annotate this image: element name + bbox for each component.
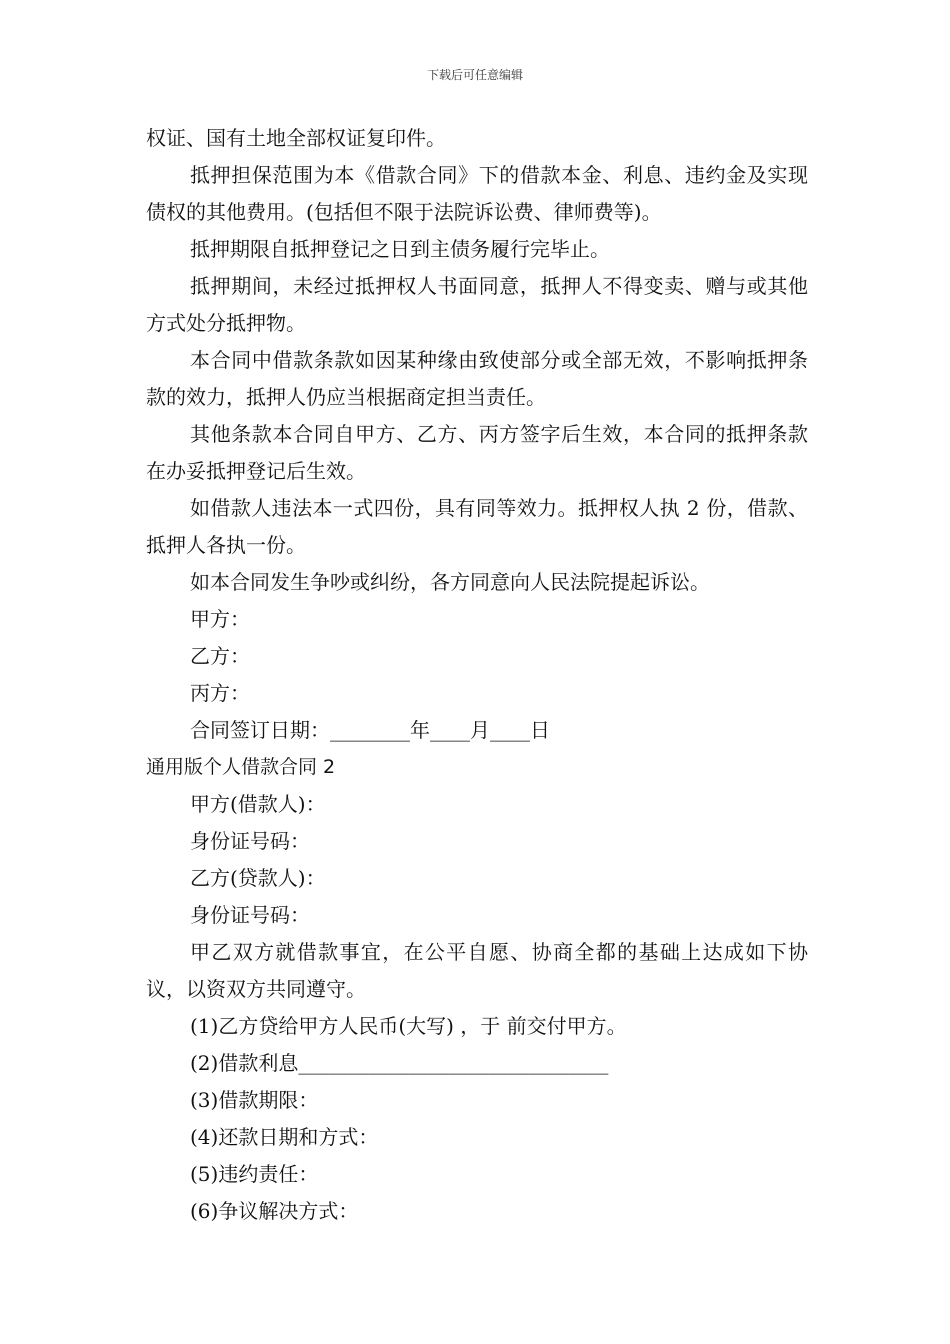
paragraph: 如借款人违法本一式四份，具有同等效力。抵押权人执 2 份，借款、抵押人各执一份。 — [146, 496, 808, 557]
paragraph: 权证、国有土地全部权证复印件。 — [146, 126, 446, 150]
paragraph: 其他条款本合同自甲方、乙方、丙方签字后生效，本合同的抵押条款在办妥抵押登记后生效。 — [146, 422, 808, 483]
paragraph: 抵押期间，未经过抵押权人书面同意，抵押人不得变卖、赠与或其他方式处分抵押物。 — [146, 274, 808, 335]
paragraph: 抵押期限自抵押登记之日到主债务履行完毕止。 — [190, 237, 610, 261]
section-heading: 通用版个人借款合同 2 — [146, 756, 336, 778]
paragraph: 甲乙双方就借款事宜，在公平自愿、协商全都的基础上达成如下协议，以资双方共同遵守。 — [146, 940, 808, 1001]
paragraph: 如本合同发生争吵或纠纷，各方同意向人民法院提起诉讼。 — [190, 570, 710, 594]
signing-date-line: 合同签订日期：________年____月____日 — [190, 718, 550, 742]
paragraph: 抵押担保范围为本《借款合同》下的借款本金、利息、违约金及实现债权的其他费用。(包括但不限于法院诉讼费、律师费等)。 — [146, 163, 808, 224]
borrower-label: 甲方(借款人)： — [190, 792, 326, 816]
clause-item: (2)借款利息_______________________________ — [190, 1051, 609, 1075]
page-header: 下载后可任意编辑 — [426, 68, 523, 82]
party-b-label: 乙方： — [190, 644, 250, 668]
document-body — [146, 120, 808, 1230]
id-number-label: 身份证号码： — [190, 903, 310, 927]
id-number-label: 身份证号码： — [190, 829, 310, 853]
clause-item: (5)违约责任： — [190, 1162, 319, 1186]
paragraph: 本合同中借款条款如因某种缘由致使部分或全部无效，不影响抵押条款的效力，抵押人仍应当根据商定担当责任。 — [146, 348, 808, 409]
party-a-label: 甲方： — [190, 607, 250, 631]
party-c-label: 丙方： — [190, 681, 250, 705]
clause-item: (6)争议解决方式： — [190, 1199, 359, 1223]
clause-item: (1)乙方贷给甲方人民币(大写) ，于 前交付甲方。 — [190, 1014, 627, 1038]
clause-item: (3)借款期限： — [190, 1088, 319, 1112]
clause-item: (4)还款日期和方式： — [190, 1125, 379, 1149]
lender-label: 乙方(贷款人)： — [190, 866, 326, 890]
